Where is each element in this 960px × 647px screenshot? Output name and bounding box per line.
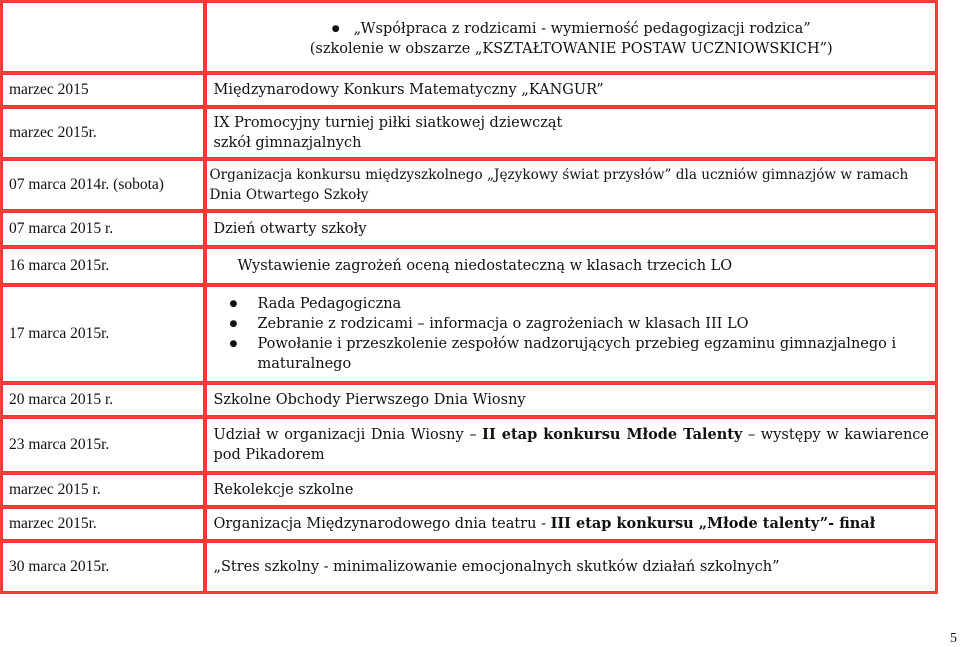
bullet: ●: [229, 299, 238, 309]
page-number: 5: [950, 631, 957, 646]
date-cell: 07 marca 2015 r.: [2, 212, 204, 246]
event-text: IX Promocyjny turniej piłki siatkowej dziewcząt: [213, 115, 563, 131]
event-text-bold: II etap konkursu Młode Talenty: [482, 426, 743, 443]
event-text-bold: - finał: [828, 515, 876, 532]
date-cell: [2, 2, 204, 72]
date-cell: 23 marca 2015r.: [2, 418, 204, 472]
table-row: [2, 286, 936, 382]
event-cell: Wystawienie zagrożeń oceną niedostateczną w klasach trzecich LO: [206, 248, 936, 284]
table-row: [2, 384, 936, 416]
event-text: szkół gimnazjalnych: [213, 135, 362, 151]
table-row: [2, 474, 936, 506]
table-row: [2, 542, 936, 592]
event-text: „Współpraca z rodzicami - wymierność pedagogizacji rodzica”: [353, 21, 811, 37]
date-cell: 07 marca 2014r. (sobota): [2, 160, 204, 210]
table-row: [2, 108, 936, 158]
event-cell: Szkolne Obchody Pierwszego Dnia Wiosny: [206, 384, 936, 416]
bullet: ●: [229, 339, 238, 349]
table-row: [2, 160, 936, 210]
list-item: [229, 314, 929, 334]
date-cell: marzec 2015r.: [2, 108, 204, 158]
event-text-bold: III etap konkursu „Młode talenty”: [550, 515, 829, 532]
event-cell: [206, 508, 936, 540]
event-cell: [206, 418, 936, 472]
event-cell: [206, 2, 936, 72]
date-cell: marzec 2015r.: [2, 508, 204, 540]
table-row: [2, 212, 936, 246]
event-cell: [206, 108, 936, 158]
bullet: ●: [331, 24, 340, 34]
event-text: –: [469, 427, 483, 443]
date-cell: marzec 2015: [2, 74, 204, 106]
event-cell: Międzynarodowy Konkurs Matematyczny „KANGUR”: [206, 74, 936, 106]
list-item: [229, 334, 929, 374]
event-text: Udział w organizacji Dnia Wiosny: [213, 427, 470, 443]
event-cell: [206, 160, 936, 210]
list-item-text: Powołanie i przeszkolenie zespołów nadzorujących przebieg egzaminu gimnazjalnego i maturalnego: [257, 336, 897, 372]
bullet-list: [213, 294, 929, 374]
event-text: Organizacja Międzynarodowego dnia teatru -: [213, 516, 551, 532]
date-cell: 20 marca 2015 r.: [2, 384, 204, 416]
event-cell: „Stres szkolny - minimalizowanie emocjonalnych skutków działań szkolnych”: [206, 542, 936, 592]
table-row: [2, 74, 936, 106]
event-text: Dnia Otwartego Szkoły: [209, 187, 369, 203]
date-cell: 16 marca 2015r.: [2, 248, 204, 284]
bullet: ●: [229, 319, 238, 329]
table-row: [2, 2, 936, 72]
date-cell: marzec 2015 r.: [2, 474, 204, 506]
table-row: [2, 418, 936, 472]
list-item-text: Rada Pedagogiczna: [257, 296, 402, 312]
table-row: [2, 508, 936, 540]
date-cell: 30 marca 2015r.: [2, 542, 204, 592]
date-cell: 17 marca 2015r.: [2, 286, 204, 382]
event-text: – występy w kawiarence pod Pikadorem: [213, 427, 930, 463]
event-text: Organizacja konkursu międzyszkolnego „Językowy świat przysłów” dla uczniów gimnazjów w ramach: [209, 167, 909, 183]
event-cell: Dzień otwarty szkoły: [206, 212, 936, 246]
table-row: [2, 248, 936, 284]
list-item: [229, 294, 929, 314]
event-cell: [206, 286, 936, 382]
list-item-text: Zebranie z rodzicami – informacja o zagrożeniach w klasach III LO: [257, 316, 749, 332]
event-text: (szkolenie w obszarze „KSZTAŁTOWANIE POSTAW UCZNIOWSKICH”): [309, 41, 833, 57]
event-cell: Rekolekcje szkolne: [206, 474, 936, 506]
